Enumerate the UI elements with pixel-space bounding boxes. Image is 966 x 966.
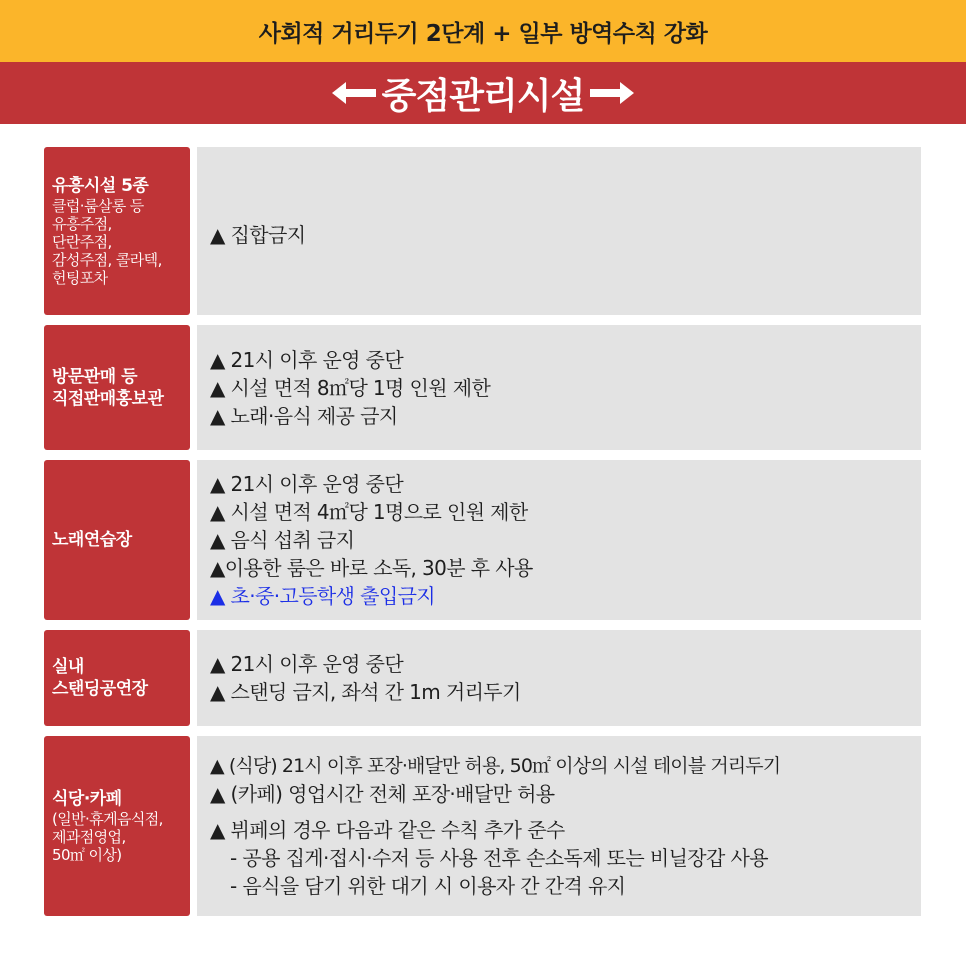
rule-item-highlight: ▲ 초·중·고등학생 출입금지 [210,584,436,608]
spacer [210,808,921,816]
facility-row-entertainment [44,147,921,315]
facility-title: 식당·카페 [52,789,122,809]
facility-subtitle-line: 클럽·룸살롱 등 [52,197,144,215]
facility-title: 노래연습장 [52,530,132,550]
rule-item: ▲ 노래·음식 제공 금지 [210,403,398,428]
facility-title-line: 스탠딩공연장 [52,679,148,699]
rule-item: ▲ 21시 이후 운영 중단 [210,652,404,676]
facility-rules [197,325,921,450]
page-title: 중점관리시설 [381,75,585,117]
facility-subtitle-line: 유흥주점, [52,215,112,233]
facility-rules [197,736,921,916]
facility-rules [197,460,921,620]
rule-item: ▲ 시설 면적 8㎡당 1명 인원 제한 [210,375,491,400]
arrow-right-icon [590,81,634,105]
facility-title: 유흥시설 5종 [52,176,149,196]
top-banner [0,0,966,62]
facility-label [44,736,190,916]
facility-row-direct-sales [44,325,921,450]
rule-item: ▲이용한 룸은 바로 소독, 30분 후 사용 [210,556,533,580]
facility-label [44,460,190,620]
arrow-left-icon [332,81,376,105]
facility-subtitle-line: 헌팅포차 [52,269,108,287]
title-row [332,68,635,119]
facility-title-line: 실내 [52,657,84,677]
facility-subtitle-line: 단란주점, [52,233,112,251]
rule-item: ▲ (식당) 21시 이후 포장·배달만 허용, 50㎡ 이상의 시설 테이블 거리두기 [210,755,781,777]
banner-subtitle: 사회적 거리두기 2단계 + 일부 방역수칙 강화 [258,20,708,47]
facility-row-karaoke [44,460,921,620]
facility-rules [197,630,921,726]
facility-title-line: 직접판매홍보관 [52,388,164,409]
rule-item: ▲ 21시 이후 운영 중단 [210,347,404,372]
facility-rules [197,147,921,315]
facility-subtitle-line: 50㎡ 이상) [52,846,122,864]
rule-item: ▲ 스탠딩 금지, 좌석 간 1m 거리두기 [210,680,521,704]
facility-row-restaurant-cafe [44,736,921,916]
facility-title-line: 방문판매 등 [52,366,138,387]
rule-item: ▲ 21시 이후 운영 중단 [210,472,404,496]
facility-label [44,630,190,726]
rule-item: ▲ 음식 섭취 금지 [210,528,355,552]
facility-label [44,147,190,315]
rule-item: ▲ 시설 면적 4㎡당 1명으로 인원 제한 [210,500,528,524]
facility-subtitle-line: 제과점영업, [52,828,126,846]
title-banner [0,62,966,124]
rule-subitem: - 공용 집게·접시·수저 등 사용 전후 손소독제 또는 비닐장갑 사용 [230,846,768,870]
rule-subitem: - 음식을 담기 위한 대기 시 이용자 간 간격 유지 [230,874,626,898]
facility-subtitle-line: (일반·휴게음식점, [52,810,163,828]
facility-row-standing-venue [44,630,921,726]
facility-subtitle-line: 감성주점, 콜라텍, [52,251,162,269]
facility-label [44,325,190,450]
rule-item: ▲ 집합금지 [210,223,306,247]
rule-item: ▲ 뷔페의 경우 다음과 같은 수칙 추가 준수 [210,818,565,842]
rule-item: ▲ (카페) 영업시간 전체 포장·배달만 허용 [210,782,555,806]
